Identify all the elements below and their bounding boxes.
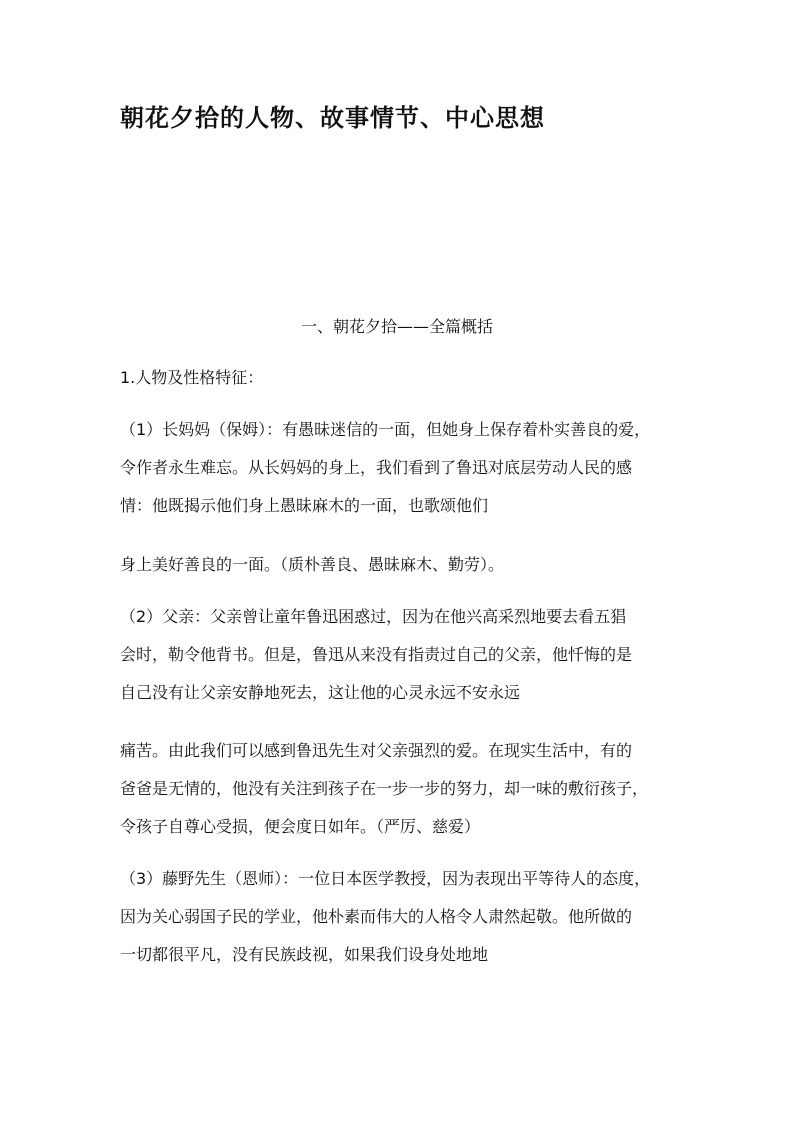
paragraph-line: 令孩子自尊心受损，便会度日如年。（严厉、慈爱） [120,817,481,836]
paragraph-line: （2）父亲：父亲曾让童年鲁迅困惑过，因为在他兴高采烈地要去看五猖 [120,607,627,626]
paragraph-line: 爸爸是无情的，他没有关注到孩子在一步一步的努力，却一味的敷衍孩子， [120,779,649,798]
paragraph-line: 自己没有让父亲安静地死去，这让他的心灵永远不安永远 [120,683,521,702]
paragraph-line: （1）长妈妈（保姆）：有愚昧迷信的一面，但她身上保存着朴实善良的爱， [120,420,651,439]
paragraph-line: 会时，勒令他背书。但是，鲁迅从来没有指责过自己的父亲，他忏悔的是 [120,645,633,664]
paragraph-line: 身上美好善良的一面。（质朴善良、愚昧麻木、勤劳）。 [120,555,505,574]
paragraph-line: 痛苦。由此我们可以感到鲁迅先生对父亲强烈的爱。在现实生活中，有的 [120,741,633,760]
section-heading: 一、朝花夕拾——全篇概括 [300,317,493,336]
subheading: 1.人物及性格特征： [120,368,264,387]
paragraph-line: 情：他既揭示他们身上愚昧麻木的一面，也歌颂他们 [120,496,489,515]
paragraph-line: 一切都很平凡，没有民族歧视，如果我们设身处地地 [120,945,489,964]
paragraph-line: 因为关心弱国子民的学业，他朴素而伟大的人格令人肃然起敬。他所做的 [120,907,633,926]
paragraph-line: 令作者永生难忘。从长妈妈的身上，我们看到了鲁迅对底层劳动人民的感 [120,458,633,477]
paragraph-line: （3）藤野先生（恩师）：一位日本医学教授，因为表现出平等待人的态度， [120,869,651,888]
page-title: 朝花夕拾的人物、故事情节、中心思想 [120,104,545,132]
